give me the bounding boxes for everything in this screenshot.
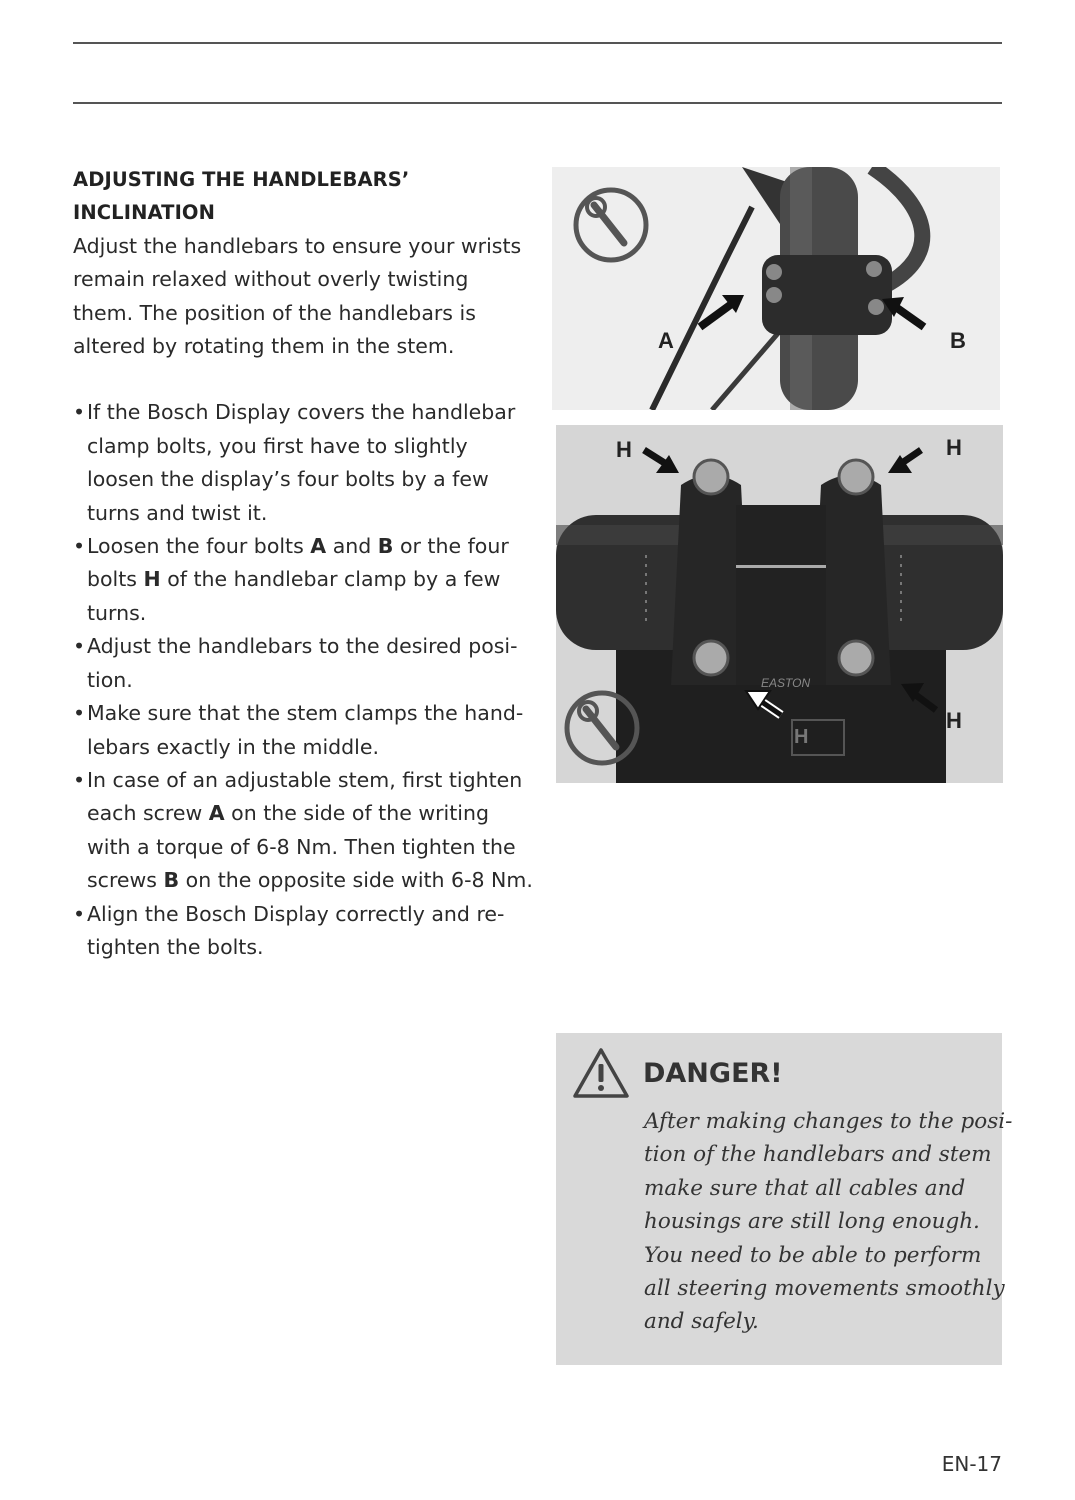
label-h: H (794, 726, 809, 748)
label-h: H (946, 708, 962, 733)
header-rule-bottom (73, 102, 1002, 104)
stem-brand-text: EASTON (761, 676, 811, 690)
stem-illustration-top (552, 167, 1000, 410)
stem-photo-top (552, 167, 1000, 410)
instruction-list (73, 396, 533, 964)
label-a: A (658, 328, 674, 353)
list-item: • Adjust the handlebars to the desired posi- tion. (73, 630, 533, 697)
section-heading: ADJUSTING THE HANDLEBARS’ INCLINATION (73, 168, 410, 225)
instructions-column (73, 163, 533, 964)
page-number: EN-17 (941, 1452, 1002, 1476)
intro-paragraph: Adjust the handlebars to ensure your wrists remain relaxed without overly twisting them. The position of the handlebars is altered by rotating them in the stem. (73, 233, 522, 359)
label-h: H (946, 435, 962, 460)
stem-illustration-bottom (556, 425, 1003, 783)
warning-icon (572, 1046, 630, 1100)
label-h: H (616, 437, 632, 462)
stem-photo-bottom (556, 425, 1003, 783)
header-rule-top (73, 42, 1002, 44)
danger-title: DANGER! (643, 1058, 783, 1089)
list-item: • In case of an adjustable stem, first tighten each screw A on the side of the writing with a torque of 6-8 Nm. Then tighten the screws B on the opposite side with 6-8 Nm. (73, 764, 533, 898)
list-item: • If the Bosch Display covers the handlebar clamp bolts, you first have to slightly loosen the display’s four bolts by a few turns and twist it. (73, 396, 533, 530)
danger-text: After making changes to the posi- tion of the handlebars and stem make sure that all cables and housings are still long enough. You need to be able to perform all steering movements smoothly and safely. (644, 1109, 1013, 1335)
label-b: B (950, 328, 966, 353)
list-item: • Make sure that the stem clamps the hand- lebars exactly in the middle. (73, 697, 533, 764)
list-item: • Loosen the four bolts A and B or the four bolts H of the handlebar clamp by a few turns. (73, 530, 533, 630)
list-item: • Align the Bosch Display correctly and re- tighten the bolts. (73, 898, 533, 965)
danger-box (556, 1033, 1013, 1365)
